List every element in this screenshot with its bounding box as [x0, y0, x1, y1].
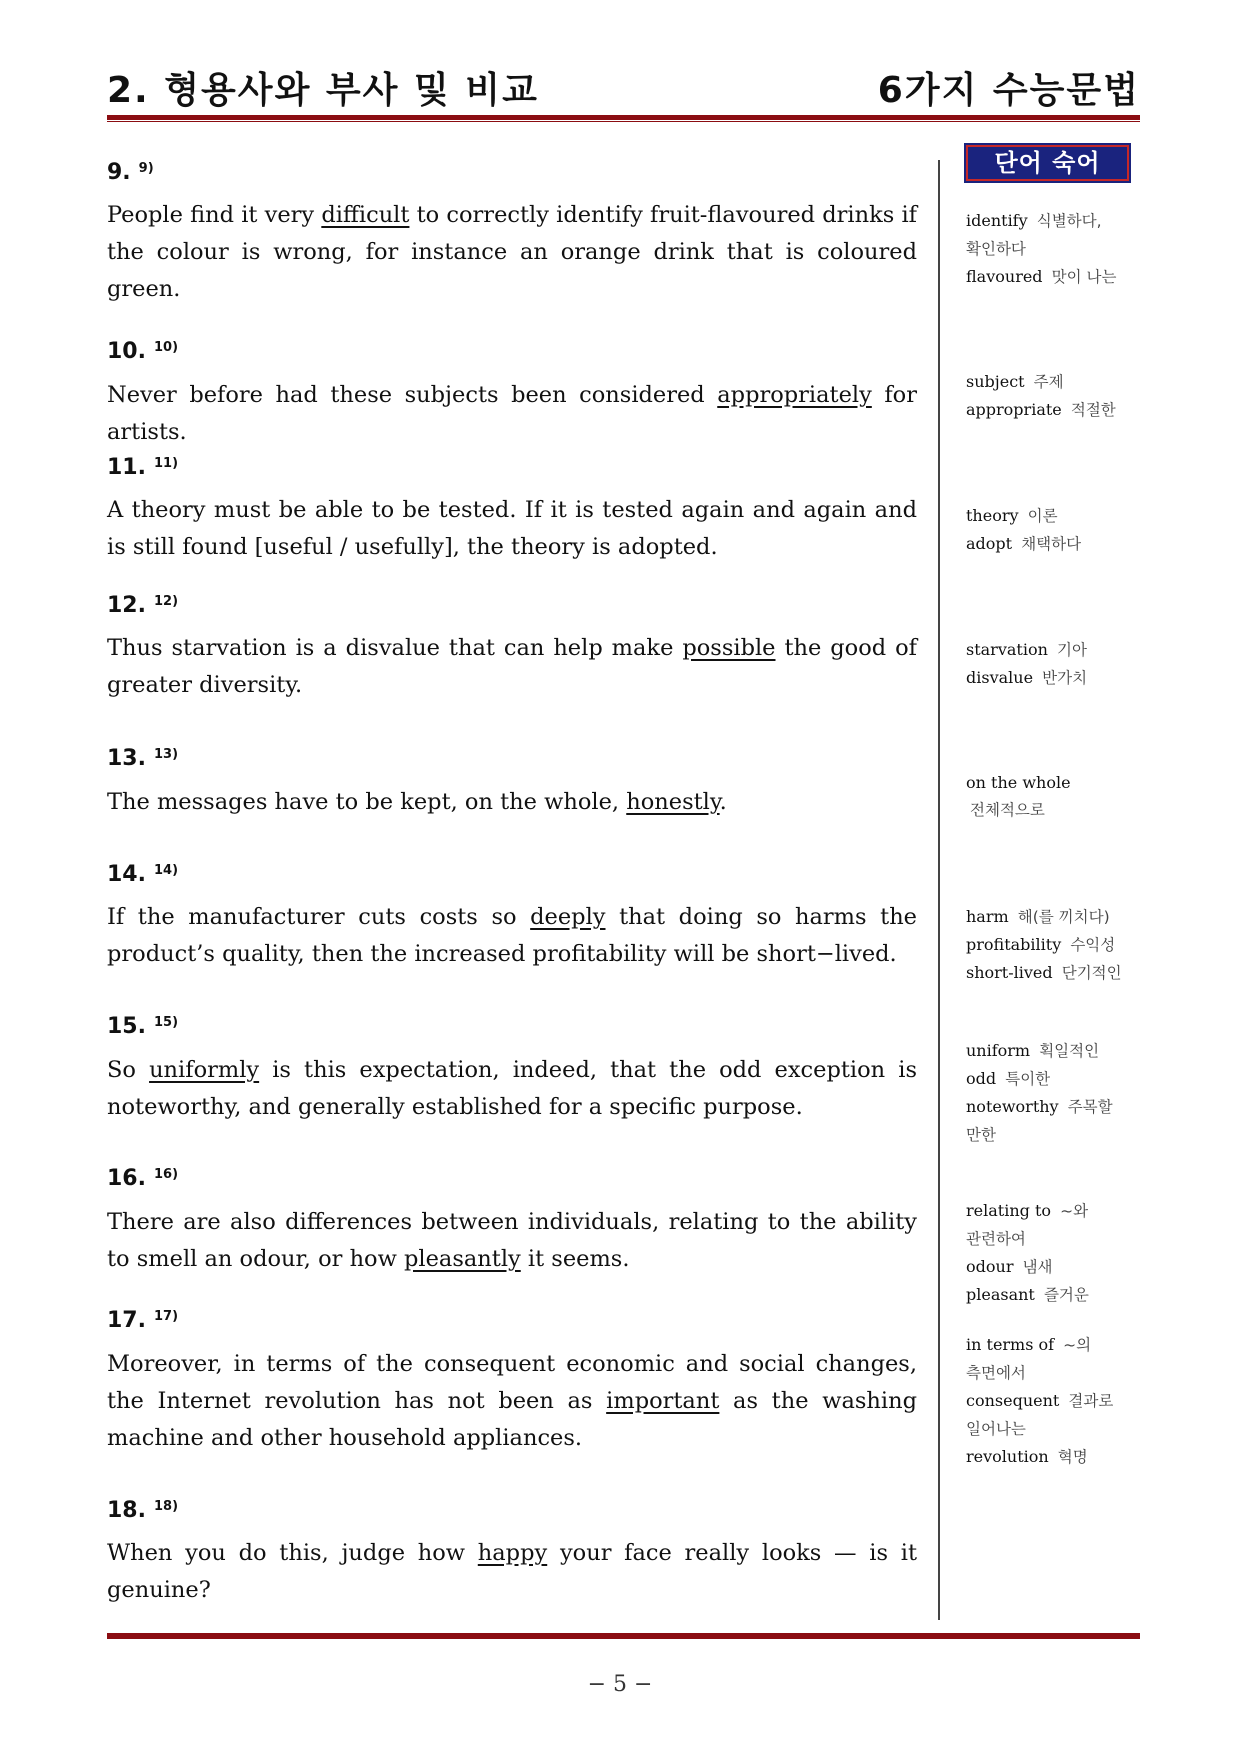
page-number: − 5 − [587, 1672, 653, 1697]
underlined-word: honestly [626, 789, 720, 815]
vocab-item [966, 1331, 1144, 1387]
vocab-meaning: 해(를 끼치다) [1017, 908, 1110, 926]
vocab-term: starvation [966, 640, 1048, 659]
vocab-item [966, 1443, 1144, 1471]
vocab-item [966, 931, 1144, 959]
vocab-meaning: 혁명 [1057, 1448, 1088, 1466]
question-text [107, 784, 917, 821]
vocab-item [966, 530, 1144, 558]
column-divider [938, 160, 940, 1620]
vocab-group [966, 207, 1144, 291]
vocab-item [966, 769, 1144, 824]
vocab-term: disvalue [966, 668, 1034, 687]
question-number-label: 12. [107, 593, 146, 618]
footnote-ref: 16) [153, 1167, 179, 1182]
question-text-segment: People find it very [107, 202, 322, 228]
vocab-meaning: 주목할 만한 [966, 1098, 1113, 1144]
vocab-badge: 단어 숙어 [966, 145, 1129, 181]
vocab-term: in terms of [966, 1335, 1055, 1354]
vocab-term: pleasant [966, 1285, 1035, 1304]
footnote-ref: 10) [153, 340, 179, 355]
question-text [107, 630, 917, 704]
vocab-term: on the whole [966, 773, 1071, 792]
vocab-item [966, 959, 1144, 987]
vocab-meaning: ~와 관련하여 [966, 1202, 1089, 1248]
question-number [107, 1308, 178, 1333]
question-text [107, 1052, 917, 1126]
vocab-meaning: ~의 측면에서 [966, 1336, 1092, 1382]
underlined-word: possible [682, 635, 776, 661]
question-text-segment: Thus starvation is a disvalue that can help make [107, 635, 683, 661]
vocab-group [966, 636, 1144, 692]
vocab-term: subject [966, 372, 1025, 391]
question-number-label: 9. [107, 160, 131, 185]
vocab-term: identify [966, 211, 1028, 230]
vocab-item [966, 1037, 1144, 1065]
vocab-term: odour [966, 1257, 1014, 1276]
question-text-segment: Moreover, in terms of the consequent economic and social changes, the Internet revolution has not been as [107, 1351, 917, 1414]
vocab-group [966, 903, 1144, 987]
vocab-meaning: 주제 [1033, 373, 1064, 391]
question-text-segment: as the washing machine and other household appliances. [107, 1388, 917, 1451]
question-text-segment: A theory must be able to be tested. If it is tested again and again and is still found [useful / usefully], the theory is adopted. [107, 497, 917, 560]
question-number [107, 1014, 178, 1039]
vocab-item [966, 396, 1144, 424]
question-text-segment: for artists. [107, 382, 917, 445]
vocab-meaning: 채택하다 [1021, 535, 1082, 553]
vocab-group [966, 1331, 1144, 1471]
vocab-item [966, 263, 1144, 291]
vocab-meaning: 결과로 일어나는 [966, 1392, 1114, 1438]
footnote-ref: 9) [138, 161, 154, 176]
vocab-term: relating to [966, 1201, 1052, 1220]
question-text-segment: There are also differences between individuals, relating to the ability to smell an odour, or how [107, 1209, 917, 1272]
question-number-label: 17. [107, 1308, 146, 1333]
header-rule-thin [107, 121, 1140, 122]
vocab-meaning: 이론 [1027, 507, 1058, 525]
question-text [107, 1535, 917, 1609]
question-text-segment: the good of greater diversity. [107, 635, 917, 698]
vocab-item [966, 502, 1144, 530]
question-text-segment: If the manufacturer cuts costs so [107, 904, 531, 930]
vocab-item [966, 1197, 1144, 1253]
question-text [107, 492, 917, 566]
question-number [107, 593, 178, 618]
vocab-term: short-lived [966, 963, 1053, 982]
vocab-meaning: 단기적인 [1061, 964, 1122, 982]
vocab-meaning: 냄새 [1022, 1258, 1053, 1276]
footer-rule [107, 1633, 1140, 1639]
question-text-segment: Never before had these subjects been considered [107, 382, 718, 408]
question-text-segment: that doing so harms the product’s quality, then the increased profitability will be short−lived. [107, 904, 917, 967]
vocab-term: profitability [966, 935, 1062, 954]
vocab-term: odd [966, 1069, 997, 1088]
vocab-group [966, 1197, 1144, 1309]
vocab-term: theory [966, 506, 1019, 525]
header-rule [107, 115, 1140, 120]
vocab-item [966, 903, 1144, 931]
underlined-word: happy [477, 1540, 548, 1566]
question-number [107, 862, 178, 887]
question-number-label: 15. [107, 1014, 146, 1039]
vocab-term: uniform [966, 1041, 1031, 1060]
footnote-ref: 15) [153, 1015, 179, 1030]
vocab-item [966, 1281, 1144, 1309]
question-text-segment: So [107, 1057, 150, 1083]
header-title-right: 6가지 수능문법 [877, 70, 1140, 111]
question-text [107, 1346, 917, 1457]
footnote-ref: 18) [153, 1499, 179, 1514]
vocab-meaning: 특이한 [1005, 1070, 1051, 1088]
vocab-meaning: 획일적인 [1039, 1042, 1100, 1060]
underlined-word: difficult [321, 202, 410, 228]
question-number [107, 339, 178, 364]
vocab-term: flavoured [966, 267, 1043, 286]
question-text [107, 1204, 917, 1278]
question-number [107, 746, 178, 771]
vocab-item [966, 1387, 1144, 1443]
vocab-item [966, 1065, 1144, 1093]
vocab-item [966, 1253, 1144, 1281]
question-number-label: 16. [107, 1166, 146, 1191]
vocab-meaning: 반가치 [1042, 669, 1088, 687]
question-text-segment: to correctly identify fruit-flavoured drinks if the colour is wrong, for instance an orange drink that is coloured green. [107, 202, 917, 302]
vocab-item [966, 664, 1144, 692]
vocab-meaning: 즐거운 [1043, 1286, 1089, 1304]
question-number [107, 160, 154, 185]
question-number-label: 13. [107, 746, 146, 771]
vocab-term: revolution [966, 1447, 1049, 1466]
underlined-word: uniformly [149, 1057, 260, 1083]
question-number [107, 1166, 178, 1191]
vocab-item [966, 207, 1144, 263]
underlined-word: important [606, 1388, 720, 1414]
question-text [107, 377, 917, 451]
question-text-segment: your face really looks — is it genuine? [107, 1540, 917, 1603]
vocab-item [966, 368, 1144, 396]
vocab-item [966, 1093, 1144, 1149]
vocab-meaning: 전체적으로 [970, 801, 1045, 819]
question-number-label: 18. [107, 1498, 146, 1523]
footnote-ref: 13) [153, 747, 179, 762]
header-title-left: 2. 형용사와 부사 및 비교 [107, 70, 539, 111]
vocab-group [966, 368, 1144, 424]
vocab-group [966, 769, 1144, 824]
vocab-item [966, 636, 1144, 664]
question-text-segment: it seems. [520, 1246, 630, 1272]
question-text [107, 197, 917, 308]
question-text-segment: is this expectation, indeed, that the odd exception is noteworthy, and generally established for a specific purpose. [107, 1057, 917, 1120]
vocab-term: adopt [966, 534, 1013, 553]
vocab-group [966, 502, 1144, 558]
question-number-label: 14. [107, 862, 146, 887]
footnote-ref: 14) [153, 863, 179, 878]
footnote-ref: 11) [153, 456, 179, 471]
question-text [107, 899, 917, 973]
question-number [107, 1498, 178, 1523]
vocab-term: consequent [966, 1391, 1060, 1410]
footnote-ref: 17) [153, 1309, 179, 1324]
question-number-label: 10. [107, 339, 146, 364]
underlined-word: pleasantly [404, 1246, 521, 1272]
underlined-word: appropriately [717, 382, 872, 408]
question-number-label: 11. [107, 455, 146, 480]
vocab-meaning: 적절한 [1070, 401, 1116, 419]
vocab-group [966, 1037, 1144, 1149]
vocab-meaning: 식별하다, 확인하다 [966, 212, 1102, 258]
vocab-term: appropriate [966, 400, 1062, 419]
underlined-word: deeply [530, 904, 606, 930]
question-text-segment: The messages have to be kept, on the whole, [107, 789, 627, 815]
question-text-segment: When you do this, judge how [107, 1540, 478, 1566]
vocab-meaning: 수익성 [1070, 936, 1116, 954]
footnote-ref: 12) [153, 594, 179, 609]
vocab-meaning: 기아 [1056, 641, 1087, 659]
question-text-segment: . [719, 789, 727, 815]
question-number [107, 455, 178, 480]
vocab-meaning: 맛이 나는 [1051, 268, 1117, 286]
vocab-term: noteworthy [966, 1097, 1059, 1116]
vocab-term: harm [966, 907, 1009, 926]
